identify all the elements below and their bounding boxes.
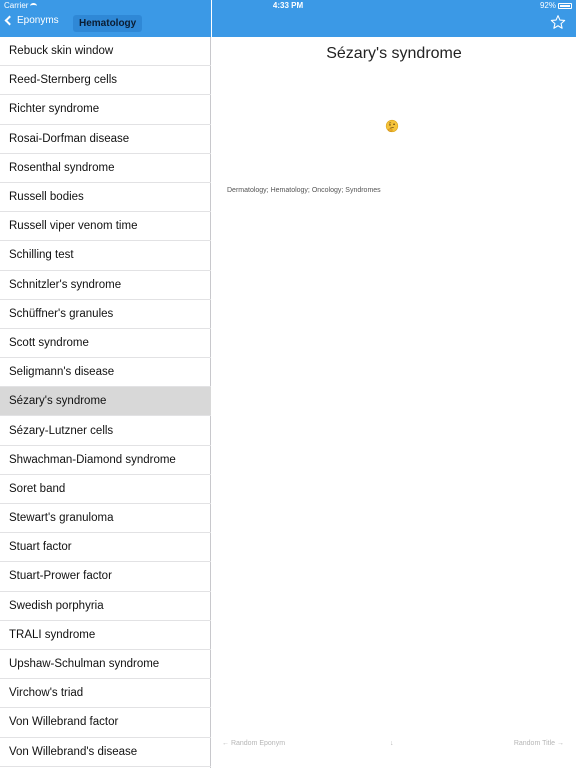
list-item[interactable]: Russell bodies: [0, 183, 211, 212]
list-item[interactable]: Rebuck skin window: [0, 37, 211, 66]
list-item[interactable]: Von Willebrand factor: [0, 708, 211, 737]
carrier-label: Carrier: [4, 1, 29, 10]
master-title: Hematology: [73, 15, 142, 32]
list-item[interactable]: Russell viper venom time: [0, 212, 211, 241]
list-item[interactable]: Virchow's triad: [0, 679, 211, 708]
status-time: 4:33 PM: [272, 1, 304, 10]
random-eponym-button[interactable]: ← Random Eponym: [222, 740, 286, 747]
eponym-list: [0, 37, 211, 767]
back-button[interactable]: [4, 15, 59, 26]
list-item[interactable]: Seligmann's disease: [0, 358, 211, 387]
list-item[interactable]: Richter syndrome: [0, 95, 211, 124]
battery-icon: [558, 3, 572, 9]
random-title-button[interactable]: Random Title →: [513, 740, 564, 747]
list-item[interactable]: TRALI syndrome: [0, 621, 211, 650]
chevron-left-icon: [5, 16, 15, 26]
list-item[interactable]: Schnitzler's syndrome: [0, 271, 211, 300]
list-item[interactable]: Stewart's granuloma: [0, 504, 211, 533]
detail-pane: [212, 0, 576, 768]
list-item[interactable]: Stuart-Prower factor: [0, 562, 211, 591]
list-item[interactable]: Reed-Sternberg cells: [0, 66, 211, 95]
list-item[interactable]: Upshaw-Schulman syndrome: [0, 650, 211, 679]
back-button-label: Eponyms: [17, 15, 59, 26]
list-item[interactable]: Schilling test: [0, 241, 211, 270]
eponym-title: Sézary's syndrome: [326, 45, 462, 62]
status-bar: [0, 0, 576, 12]
battery-percent: 92%: [539, 1, 556, 10]
list-item[interactable]: Rosai-Dorfman disease: [0, 125, 211, 154]
list-item[interactable]: Swedish porphyria: [0, 592, 211, 621]
list-item[interactable]: Scott syndrome: [0, 329, 211, 358]
battery-indicator: [540, 1, 572, 10]
list-item[interactable]: Sézary's syndrome: [0, 387, 211, 416]
category-tags: Dermatology; Hematology; Oncology; Syndromes: [227, 187, 381, 194]
master-pane: [0, 0, 211, 768]
list-item[interactable]: Stuart factor: [0, 533, 211, 562]
list-item[interactable]: Von Willebrand's disease: [0, 738, 211, 767]
list-item[interactable]: Rosenthal syndrome: [0, 154, 211, 183]
star-outline-icon[interactable]: [550, 14, 566, 30]
list-item[interactable]: Sézary-Lutzner cells: [0, 416, 211, 445]
list-item[interactable]: Shwachman-Diamond syndrome: [0, 446, 211, 475]
scroll-down-button[interactable]: ↓: [390, 740, 394, 747]
list-item[interactable]: Soret band: [0, 475, 211, 504]
thinking-face-icon: [385, 119, 399, 133]
list-item[interactable]: Schüffner's granules: [0, 300, 211, 329]
